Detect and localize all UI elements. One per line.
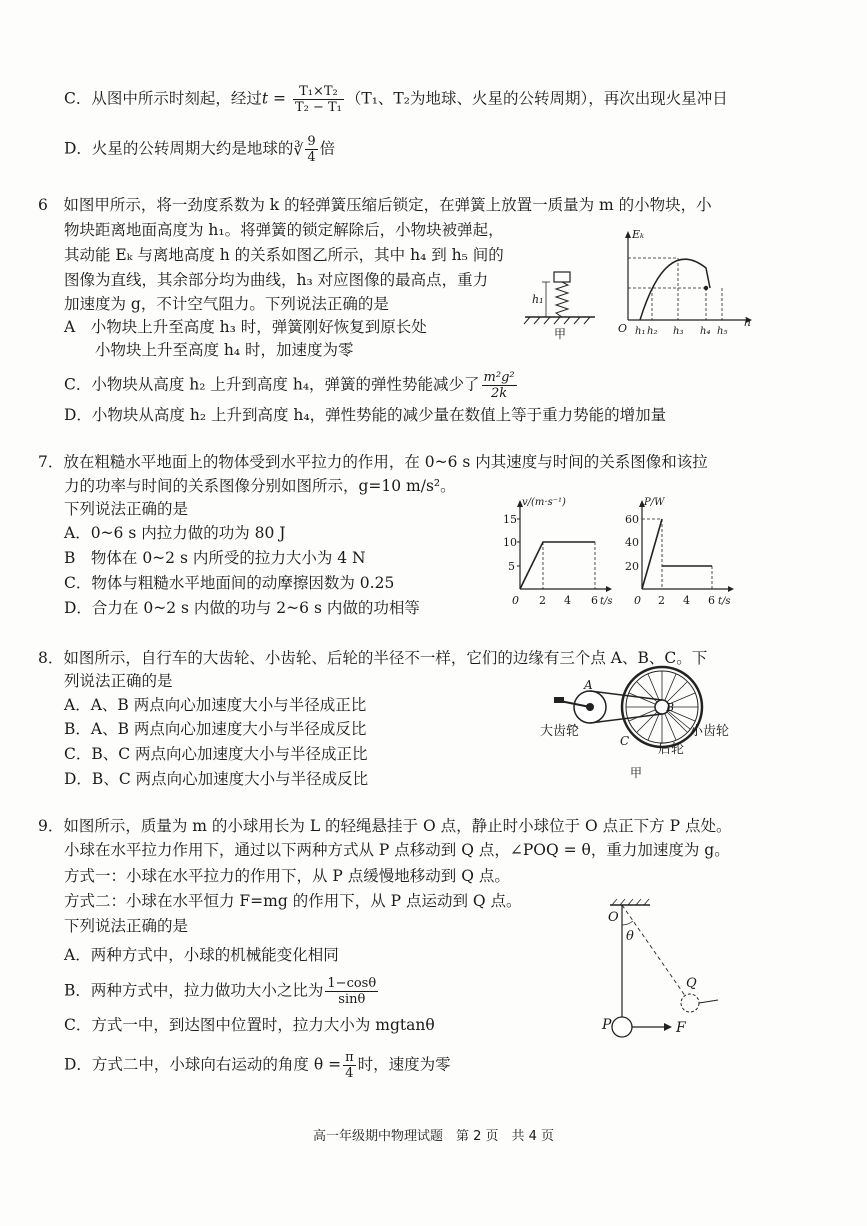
q9-angle-fraction: $\frac{\pi}{4}$ <box>345 1050 354 1081</box>
q7-pt-tick-4: 4 <box>683 594 690 607</box>
q9-point-p: P <box>602 1017 612 1033</box>
q9-stem-line2: 小球在水平拉力作用下，通过以下两种方式从 P 点移动到 Q 点，∠POQ = θ，重力加速度为 g。 <box>64 841 730 859</box>
q8-option-d: D．B、C 两点向心加速度大小与半径成反比 <box>64 770 369 788</box>
q8-option-c: C．B、C 两点向心加速度大小与半径成正比 <box>64 745 368 763</box>
q8-bicycle-diagram <box>540 665 750 785</box>
q6-fig-h1-label: h₁ <box>532 293 544 306</box>
q6-fig-a-title: 甲 <box>554 327 567 341</box>
q7-option-b: B 物体在 0~2 s 内所受的拉力大小为 4 N <box>64 549 366 567</box>
q6-origin-label: O <box>618 322 628 335</box>
q7-v-axis-label: v/(m·s⁻¹) <box>522 497 566 508</box>
q8-fig-title: 甲 <box>630 766 643 780</box>
q8-small-gear-label: 小齿轮 <box>690 724 730 739</box>
q5-option-c: C．从图中所示时刻起，经过t = $\frac{\text{T₁×T₂}}{\text{T₂ − T₁}}$ （T₁、T₂为地球、火星的公转周期），再次出现火星冲日 <box>64 84 728 115</box>
q6-option-c: C．小物块从高度 h₂ 上升到高度 h₄，弹簧的弹性势能减少了 $\frac{\text{m²g²}}{2k}$ <box>64 370 515 401</box>
q9-pendulum-diagram <box>590 895 740 1045</box>
q6-stem-line5: 加速度为 g，不计空气阻力。下列说法正确的是 <box>64 295 389 313</box>
q9-angle-theta: θ <box>626 929 634 944</box>
q6-stem-line2: 物块距离地面高度为 h₁。将弹簧的锁定解除后，小物块被弹起， <box>64 221 504 239</box>
q8-option-a: A．A、B 两点向心加速度大小与半径成正比 <box>64 696 367 714</box>
q6-ek-axis-label: Eₖ <box>632 228 645 241</box>
q9-option-d: D．方式二中，小球向右运动的角度 θ = $\frac{\pi}{4}$ 时，速度为零 <box>64 1050 451 1081</box>
q7-p-tick-20: 20 <box>625 560 639 573</box>
q7-stem-line1: 7．放在粗糙水平地面上的物体受到水平拉力的作用，在 0~6 s 内其速度与时间的关系图像和该拉 <box>38 453 708 471</box>
q7-pt-tick-2: 2 <box>658 594 665 607</box>
q7-t-tick-0: 0 <box>512 594 519 607</box>
q7-t-tick-6: 6 <box>591 594 598 607</box>
q9-work-ratio-fraction: $\frac{1-\cos\theta}{\sin\theta}$ <box>327 976 377 1007</box>
q7-p-tick-40: 40 <box>625 536 639 549</box>
q6-h-axis-label: h <box>744 316 752 329</box>
q6-energy-graph <box>618 228 758 338</box>
q7-pt-tick-0: 0 <box>634 594 641 607</box>
q7-option-d: D．合力在 0~2 s 内做的功与 2~6 s 内做的功相等 <box>64 599 420 617</box>
q8-rear-wheel-label: 后轮 <box>658 742 685 757</box>
q9-stem-line3: 方式一：小球在水平拉力的作用下，从 P 点缓慢地移动到 Q 点。 <box>64 867 510 885</box>
q7-p-tick-60: 60 <box>625 513 639 526</box>
q6-option-a: A 小物块上升至高度 h₃ 时，弹簧刚好恢复到原长处 <box>64 318 427 336</box>
q9-stem-line4: 方式二：小球在水平恒力 F=mg 的作用下，从 P 点运动到 Q 点。 <box>64 892 522 910</box>
cube-root-symbol: ∛ <box>293 140 304 159</box>
q9-stem-line1: 9．如图所示，质量为 m 的小球用长为 L 的轻绳悬挂于 O 点，静止时小球位于 O 点正下方 P 点处。 <box>38 817 732 835</box>
q7-t-axis-label: t/s <box>600 596 613 607</box>
q6-option-b: 小物块上升至高度 h₄ 时，加速度为零 <box>64 341 354 359</box>
q6-stem-line3: 其动能 Eₖ 与离地高度 h 的关系如图乙所示，其中 h₄ 到 h₅ 间的 <box>64 246 504 264</box>
q9-stem-line5: 下列说法正确的是 <box>64 917 189 935</box>
q6-tick-h5: h₅ <box>717 326 728 337</box>
q5-period-fraction: $\frac{\text{T₁×T₂}}{\text{T₂ − T₁}}$ <box>294 84 342 115</box>
q6-energy-fraction: $\frac{\text{m²g²}}{2k}$ <box>483 370 515 401</box>
q7-v-tick-5: 5 <box>508 560 515 573</box>
q7-v-tick-15: 15 <box>503 513 517 526</box>
q7-option-c: C．物体与粗糙水平地面间的动摩擦因数为 0.25 <box>64 574 395 592</box>
q9-option-a: A．两种方式中，小球的机械能变化相同 <box>64 946 339 964</box>
q6-option-d: D．小物块从高度 h₂ 上升到高度 h₄，弹性势能的减少量在数值上等于重力势能的增加量 <box>64 406 667 424</box>
q8-stem-line2: 列说法正确的是 <box>64 672 173 690</box>
q9-force-f: F <box>676 1020 686 1036</box>
q8-point-a: A <box>584 678 593 692</box>
q6-stem-line1: 6 如图甲所示，将一劲度系数为 k 的轻弹簧压缩后锁定，在弹簧上放置一质量为 m 的小物块，小 <box>38 196 712 214</box>
q7-t-tick-4: 4 <box>564 594 571 607</box>
q7-stem-line3: 下列说法正确的是 <box>64 500 189 518</box>
q9-point-q: Q <box>686 976 697 991</box>
q8-point-b: B <box>666 701 675 714</box>
q5-option-d: D．火星的公转周期大约是地球的∛ $\frac{9}{4}$ 倍 <box>64 134 336 165</box>
q7-p-axis-label: P/W <box>644 497 665 508</box>
q6-tick-h4: h₄ <box>700 326 711 337</box>
q7-t-tick-2: 2 <box>539 594 546 607</box>
q8-option-b: B．A、B 两点向心加速度大小与半径成反比 <box>64 720 367 738</box>
q9-ball-q <box>681 994 699 1012</box>
q7-power-graph <box>622 493 742 613</box>
q6-tick-h3: h₃ <box>673 326 684 337</box>
q7-stem-line2: 力的功率与时间的关系图像分别如图所示，g=10 m/s²。 <box>64 477 456 495</box>
q9-ball-p <box>612 1017 632 1037</box>
q8-big-gear-label: 大齿轮 <box>540 724 580 739</box>
q9-point-o: O <box>608 910 619 925</box>
q7-pt-tick-6: 6 <box>708 594 715 607</box>
q5-root-fraction: $\frac{9}{4}$ <box>307 134 316 165</box>
q6-stem-line4: 图像为直线，其余部分均为曲线，h₃ 对应图像的最高点，重力 <box>64 271 489 289</box>
q7-option-a: A．0~6 s 内拉力做的功为 80 J <box>64 524 286 542</box>
q7-velocity-graph <box>500 493 620 613</box>
q8-stem-line1: 8．如图所示，自行车的大齿轮、小齿轮、后轮的半径不一样，它们的边缘有三个点 A、B、C。下 <box>38 649 708 667</box>
q9-option-c: C．方式一中，到达图中位置时，拉力大小为 mgtanθ <box>64 1016 435 1034</box>
q6-tick-h1: h₁ <box>635 326 646 337</box>
q6-spring-diagram <box>520 262 600 342</box>
q8-point-c: C <box>620 734 630 748</box>
q7-v-tick-10: 10 <box>503 536 517 549</box>
q6-tick-h2: h₂ <box>647 326 658 337</box>
page-footer: 高一年级期中物理试题 第 2 页 共 4 页 <box>312 1129 555 1144</box>
q9-option-b: B．两种方式中，拉力做功大小之比为 $\frac{1-\cos\theta}{\sin\theta}$ <box>64 976 377 1007</box>
q7-pt-axis-label: t/s <box>718 596 731 607</box>
